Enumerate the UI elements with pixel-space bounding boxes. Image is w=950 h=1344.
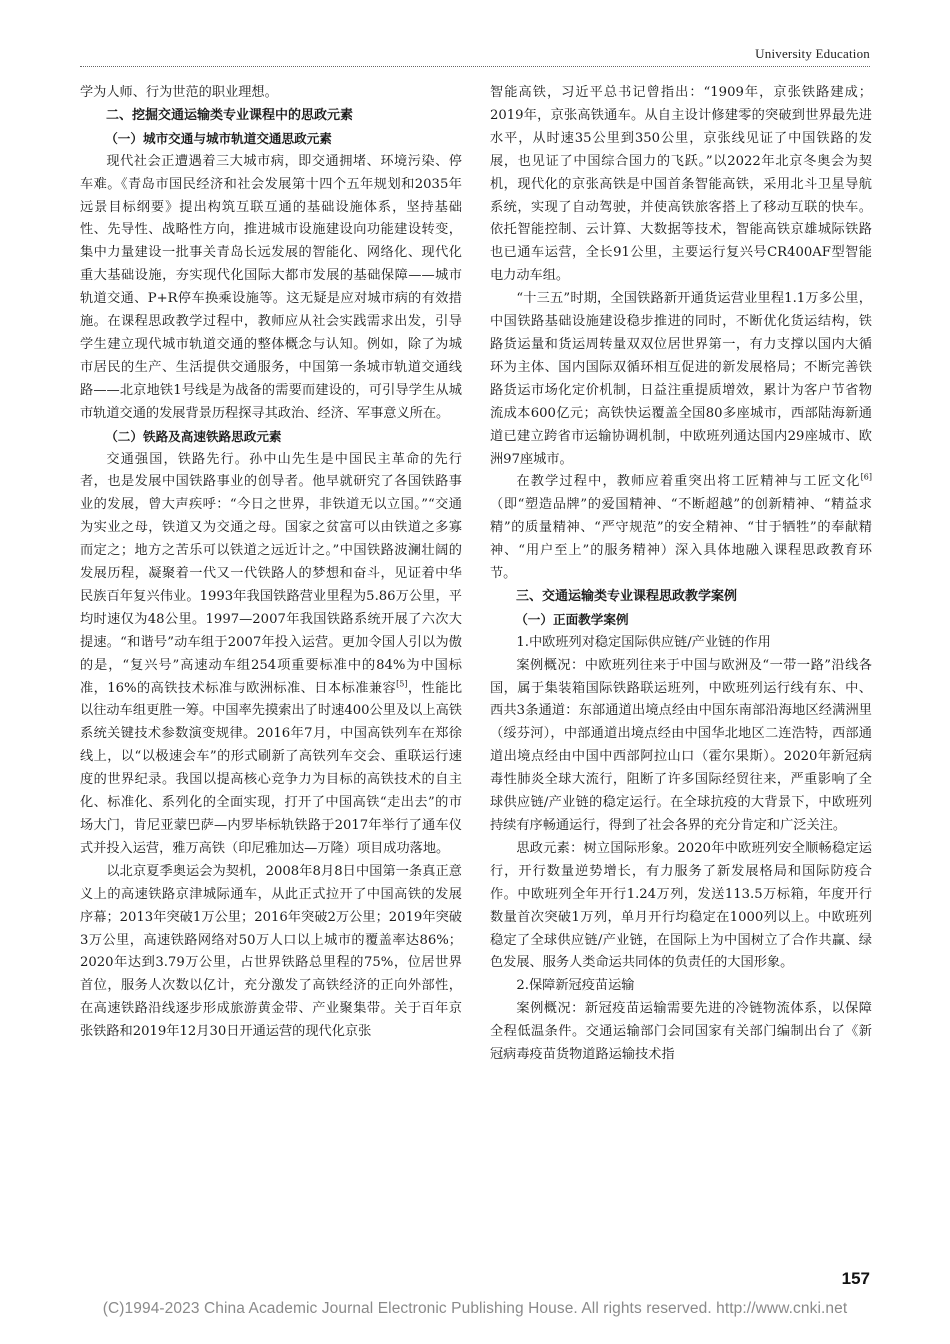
citation-ref-6: [6] [860, 473, 872, 483]
paragraph: 智能高铁，习近平总书记曾指出：“1909年，京张铁路建成；2019年，京张高铁通车。从自主设计修建零的突破到世界最先进水平，从时速35公里到350公里，京张线见证了中国铁路的发展，也见证了中国综合国力的飞跃。”以2022年北京冬奥会为契机，现代化的京张高铁是中国首条智能高铁，采用北斗卫星导航系统，实现了自动驾驶，并使高铁旅客搭上了移动互联的快车。依托智能控制、云计算、大数据等技术，智能高铁京雄城际铁路也已通车运营，全长91公里，主要运行复兴号CR400AF型智能电力动车组。 [490, 85, 872, 284]
paragraph [80, 449, 462, 861]
case-heading-vaccine-transport: 2.保障新冠疫苗运输 [516, 978, 635, 994]
copyright-watermark: (C)1994-2023 China Academic Journal Electronic Publishing House. All rights reserved. http://www.cnki.net [102, 1300, 848, 1317]
paragraph-text: （即“塑造品牌”的爱国精神、“不断超越”的创新精神、“精益求精”的质量精神、“严守规范”的安全精神、“甘于牺牲”的奉献精神、“用户至上”的服务精神）深入具体地融入课程思政教育环节。 [490, 497, 872, 582]
paragraph-text: 在教学过程中，教师应着重突出将工匠精神与工匠文化 [516, 474, 861, 490]
citation-ref-5: [5] [396, 679, 408, 689]
paragraph: 思政元素：树立国际形象。2020年中欧班列安全顺畅稳定运行，开行数量逆势增长，有力服务了新发展格局和国际防疫合作。中欧班列全年开行1.24万列，发送113.5万标箱，年度开行数量首次突破1万列，单月开行均稳定在1000列以上。中欧班列稳定了全球供应链/产业链，在国际上为中国树立了合作共赢、绿色发展、服务人类命运共同体的负责任的大国形象。 [490, 840, 872, 971]
paragraph: 以北京夏季奥运会为契机，2008年8月8日中国第一条真正意义上的高速铁路京津城际通车，从此正式拉开了中国高铁的发展序幕；2013年突破1万公里；2016年突破2万公里；2019年突破3万公里，高速铁路网络对50万人口以上城市的覆盖率达86%；2020年达到3.79万公里，占世界铁路总里程的75%，位居世界首位，服务人次数以亿计，充分激发了高铁经济的正向外部性，在高速铁路沿线逐步形成旅游黄金带、产业聚集带。关于百年京张铁路和2019年12月30日开通运营的现代化京张 [80, 863, 462, 1040]
page-number: 157 [841, 1269, 870, 1288]
journal-name: University Education [755, 46, 870, 61]
paragraph: 案例概况：新冠疫苗运输需要先进的冷链物流体系，以保障全程低温条件。交通运输部门会同国家有关部门编制出台了《新冠病毒疫苗货物道路运输技术指 [490, 1001, 872, 1063]
subsection-heading-positive-cases: （一）正面教学案例 [515, 611, 629, 627]
subsection-heading-railway: （二）铁路及高速铁路思政元素 [105, 428, 282, 444]
paragraph-text: 交通强国，铁路先行。孙中山先生是中国民主革命的先行者，也是发展中国铁路事业的创导者。他早就研究了各国铁路事业的发展，曾大声疾呼：“今日之世界，非铁道无以立国。”“交通为实业之母，铁道又为交通之母。国家之贫富可以由铁道之多寡而定之；地方之苦乐可以铁道之远近计之。”中国铁路波澜壮阔的发展历程，凝聚着一代又一代铁路人的梦想和奋斗，见证着中华民族百年复兴伟业。1993年我国铁路营业里程为5.86万公里，平均时速仅为48公里。1997—2007年我国铁路系统开展了六次大提速。“和谐号”动车组于2007年投入运营。更加令国人引以为傲的是，“复兴号”高速动车组254项重要标准中的84%为中国标准，16%的高铁技术标准与欧洲标准、日本标准兼容 [80, 451, 462, 696]
paragraph: 案例概况：中欧班列往来于中国与欧洲及“一带一路”沿线各国，属于集装箱国际铁路联运班列，中欧班列运行线有东、中、西共3条通道：东部通道出境点经由中国东南部沿海地区经满洲里（绥芬河），中部通道出境点经由中国华北地区二连浩特，西部通道出境点经由中国中西部阿拉山口（霍尔果斯）。2020年新冠病毒性肺炎全球大流行，阻断了许多国际经贸往来，严重影响了全球供应链/产业链的稳定运行。在全球抗疫的大背景下，中欧班列持续有序畅通运行，得到了社会各界的充分肯定和广泛关注。 [490, 657, 872, 833]
paragraph: 学为人师、行为世范的职业理想。 [80, 85, 278, 100]
header-dotted-rule [80, 66, 870, 67]
section-heading-3: 三、交通运输类专业课程思政教学案例 [516, 588, 738, 604]
paragraph [490, 471, 872, 586]
case-heading-china-europe-railway: 1.中欧班列对稳定国际供应链/产业链的作用 [516, 634, 771, 650]
section-heading-2: 二、挖掘交通运输类专业课程中的思政元素 [106, 107, 354, 123]
paragraph: “十三五”时期，全国铁路新开通货运营业里程1.1万多公里，中国铁路基础设施建设稳步推进的同时，不断优化货运结构，铁路货运量和货运周转量双双位居世界第一，有力支撑以国内大循环为主体、国内国际双循环相互促进的新发展格局；不断完善铁路货运市场化定价机制，日益注重提质增效，累计为客户节省物流成本600亿元；高铁快运覆盖全国80多座城市，西部陆海新通道已建立跨省市运输协调机制，中欧班列通达国内29座城市、欧洲97座城市。 [490, 291, 872, 467]
left-column [80, 82, 462, 1044]
paragraph: 现代社会正遭遇着三大城市病，即交通拥堵、环境污染、停车难。《青岛市国民经济和社会发展第十四个五年规划和2035年远景目标纲要》提出构筑互联互通的基础设施体系，坚持基础性、先导性、战略性方向，推进城市设施建设向功能建设转变，集中力量建设一批事关青岛长远发展的智能化、网络化、现代化重大基础设施，夯实现代化国际大都市发展的基础保障——城市轨道交通、P+R停车换乘设施等。这无疑是应对城市病的有效措施。在课程思政教学过程中，教师应从社会实践需求出发，引导学生建立现代城市轨道交通的整体概念与认知。例如，除了为城市居民的生产、生活提供交通服务，中国第一条城市轨道交通线路——北京地铁1号线是为战备的需要而建设的，可引导学生从城市轨道交通的发展背景历程探寻其政治、经济、军事意义所在。 [80, 153, 462, 421]
paragraph-text: ，性能比以往动车组更胜一筹。中国率先摸索出了时速400公里及以上高铁系统关键技术参数演变规律。2016年7月，中国高铁列车在郑徐线上，以“以极速会车”的形式刷新了高铁列车交会、重联运行速度的世界纪录。我国以提高核心竞争力为目标的高铁技术的自主化、标准化、系列化的全面实现，打开了中国高铁“走出去”的市场大门，肯尼亚蒙巴萨—内罗毕标轨铁路于2017年举行了通车仪式并投入运营，雅万高铁（印尼雅加达—万隆）项目成功落地。 [80, 680, 463, 856]
subsection-heading-urban-transit: （一）城市交通与城市轨道交通思政元素 [105, 130, 332, 146]
right-column [490, 82, 872, 1067]
